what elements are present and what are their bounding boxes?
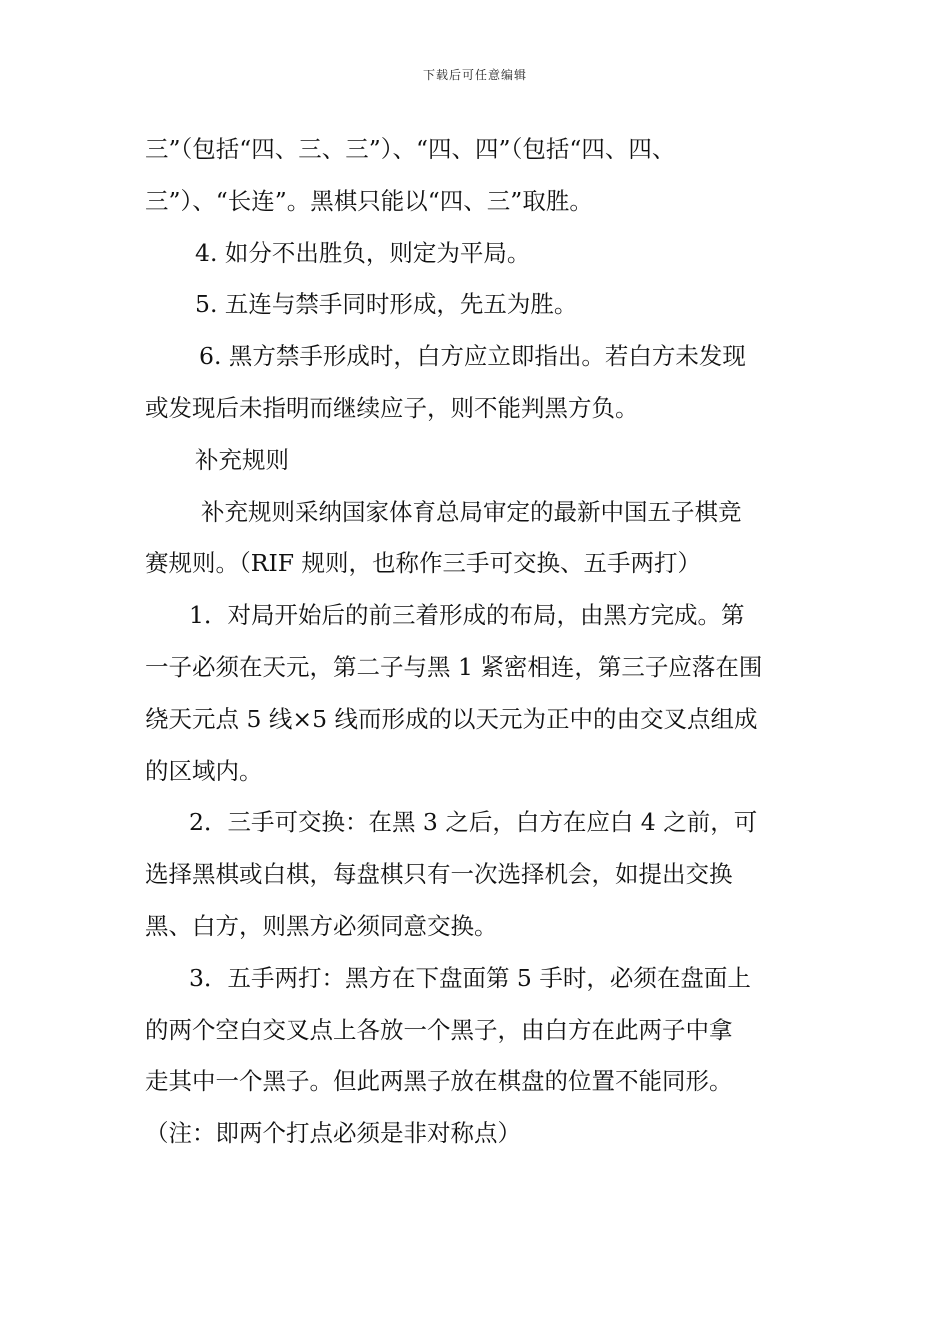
- paragraph-supplementary-3: [145, 953, 807, 1160]
- section-heading: 补充规则: [195, 445, 289, 474]
- paragraph-supplementary-1: [145, 590, 807, 797]
- text-line: 走其中一个黑子。但此两黑子放在棋盘的位置不能同形。: [145, 1067, 733, 1096]
- text-line: 5. 五连与禁手同时形成，先五为胜。: [195, 290, 578, 319]
- page-header-note: 下载后可任意编辑: [422, 68, 527, 82]
- paragraph-forbidden-moves-continued: [145, 124, 807, 228]
- text-line: （注：即两个打点必须是非对称点）: [145, 1119, 521, 1148]
- text-line: 绕天元点 5 线×5 线而形成的以天元为正中的由交叉点组成: [145, 704, 758, 733]
- text-line: 黑、白方，则黑方必须同意交换。: [145, 911, 498, 940]
- text-line: 的区域内。: [145, 756, 263, 785]
- text-line: 或发现后未指明而继续应子，则不能判黑方负。: [145, 393, 639, 422]
- text-line: 三”（包括“四、三、三”）、“四、四”（包括“四、四、: [145, 135, 676, 163]
- text-line: 6. 黑方禁手形成时，白方应立即指出。若白方未发现: [199, 342, 746, 371]
- text-line: 3．五手两打：黑方在下盘面第 5 手时，必须在盘面上: [189, 963, 751, 992]
- text-line: 1．对局开始后的前三着形成的布局，由黑方完成。第: [189, 601, 745, 630]
- text-line: 的两个空白交叉点上各放一个黑子，由白方在此两子中拿: [145, 1015, 733, 1044]
- paragraph-rule-6: [145, 331, 807, 435]
- text-line: 赛规则。（RIF 规则，也称作三手可交换、五手两打）: [145, 549, 702, 578]
- text-line: 4. 如分不出胜负，则定为平局。: [195, 238, 531, 267]
- text-line: 2．三手可交换：在黑 3 之后，白方在应白 4 之前，可: [189, 808, 758, 837]
- paragraph-rule-5: [145, 279, 807, 331]
- text-line: 补充规则采纳国家体育总局审定的最新中国五子棋竞: [201, 497, 742, 526]
- paragraph-supplementary-intro: [145, 487, 807, 591]
- paragraph-supplementary-2: [145, 797, 807, 952]
- text-line: 选择黑棋或白棋，每盘棋只有一次选择机会，如提出交换: [145, 860, 733, 889]
- text-line: 一子必须在天元，第二子与黑 1 紧密相连，第三子应落在围: [145, 652, 763, 681]
- document-body: [145, 124, 807, 1160]
- section-heading-supplementary-rules: [145, 435, 807, 487]
- text-line: 三”）、“长连”。黑棋只能以“四、三”取胜。: [145, 186, 593, 215]
- paragraph-rule-4: [145, 228, 807, 280]
